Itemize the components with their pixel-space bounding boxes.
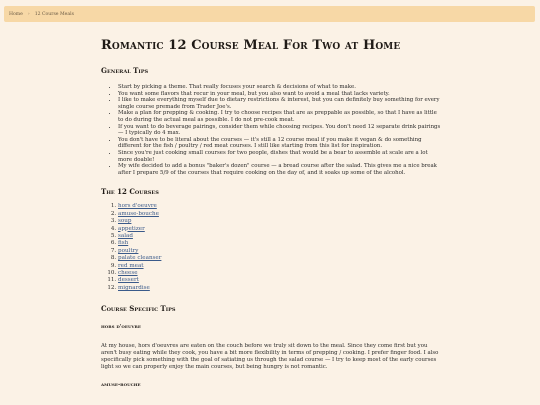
- course-item: [118, 285, 441, 292]
- course-link-hors-doeuvre[interactable]: hors d'oeuvre: [118, 203, 157, 210]
- course-link-mignardise[interactable]: mignardise: [118, 284, 150, 291]
- general-tips-heading: General Tips: [101, 66, 149, 75]
- course-item: [118, 203, 441, 210]
- course-specific-heading: Course Specific Tips: [101, 304, 176, 314]
- course-item: [118, 277, 441, 284]
- tip-item: • If you want to do beverage pairings, consider them while choosing recipes. You don't need 12 separate drink pairings — I typically do 4 max.: [118, 124, 441, 137]
- page-title: Romantic 12 Course Meal For Two at Home: [101, 38, 401, 53]
- courses-list: [101, 203, 441, 292]
- course-item: [118, 255, 441, 262]
- course-link-cheese[interactable]: cheese: [118, 269, 138, 276]
- breadcrumb: [4, 6, 535, 22]
- breadcrumb-home-link[interactable]: Home: [9, 11, 23, 17]
- subheading-hors-doeuvre: hors d'oeuvre: [101, 324, 141, 331]
- course-link-salad[interactable]: salad: [118, 232, 133, 239]
- course-link-palate-cleanser[interactable]: palate cleanser: [118, 255, 162, 262]
- course-item: [118, 240, 441, 247]
- course-link-red-meat[interactable]: red meat: [118, 262, 144, 269]
- course-item: [118, 218, 441, 225]
- tip-item: • My wife decided to add a bonus "baker's dozen" course — a bread course after the salad. This gives me a nice break after I prepare 5/9 of the courses that require cooking on the day of, and it soaks up some of the alcohol.: [118, 163, 441, 176]
- course-link-amuse-bouche[interactable]: amuse-bouche: [118, 210, 159, 217]
- tip-item: • You want some flavors that recur in your meal, but you also want to avoid a meal that lacks variety.: [118, 91, 441, 98]
- tip-item: • Make a plan for prepping & cooking. I try to choose recipes that are as preppable as possible, so that I have as little to do during the actual meal as possible. I do not pre-cook meat.: [118, 110, 441, 123]
- subheading-amuse-bouche: amuse-bouche: [101, 381, 141, 388]
- article: [101, 38, 441, 388]
- tip-item: • Start by picking a theme. That really focuses your search & decisions of what to make.: [118, 84, 441, 91]
- course-link-soup[interactable]: soup: [118, 218, 132, 225]
- course-link-fish[interactable]: fish: [118, 240, 129, 247]
- course-item: [118, 263, 441, 270]
- course-item: [118, 270, 441, 277]
- course-item: [118, 248, 441, 255]
- paragraph-hors-doeuvre: At my house, hors d'oeuvres are eaten on the couch before we truly sit down to the meal. Since they come first but you aren't busy eating while they cook, you have a bit more flexibility in terms of prepping / cooking. I prefer finger food. I also specifically pick something with the goal of satiating us through the salad course — I try to keep most of the early courses light so we can properly enjoy the main courses, but being hungry is not romantic.: [101, 343, 439, 370]
- breadcrumb-separator: ›: [27, 11, 30, 17]
- general-tips-list: [101, 84, 441, 176]
- course-link-dessert[interactable]: dessert: [118, 277, 139, 284]
- course-item: [118, 211, 441, 218]
- breadcrumb-current: 12 Course Meals: [34, 11, 74, 17]
- tip-item: • I like to make everything myself due to dietary restrictions & interest, but you can definitely buy something for every single course premade from Trader Joe's.: [118, 97, 441, 110]
- course-item: [118, 226, 441, 233]
- tip-item: • Since you're just cooking small courses for two people, dishes that would be a bear to assemble at scale are a lot more doable!: [118, 150, 441, 163]
- course-link-appetizer[interactable]: appetizer: [118, 225, 145, 232]
- courses-heading: The 12 Courses: [101, 187, 159, 197]
- course-item: [118, 233, 441, 240]
- course-link-poultry[interactable]: poultry: [118, 247, 139, 254]
- tip-item: • You don't have to be literal about the courses — it's still a 12 course meal if you make it vegan & do something different for the fish / poultry / red meat courses. I still like starting from this list for inspiration.: [118, 137, 441, 150]
